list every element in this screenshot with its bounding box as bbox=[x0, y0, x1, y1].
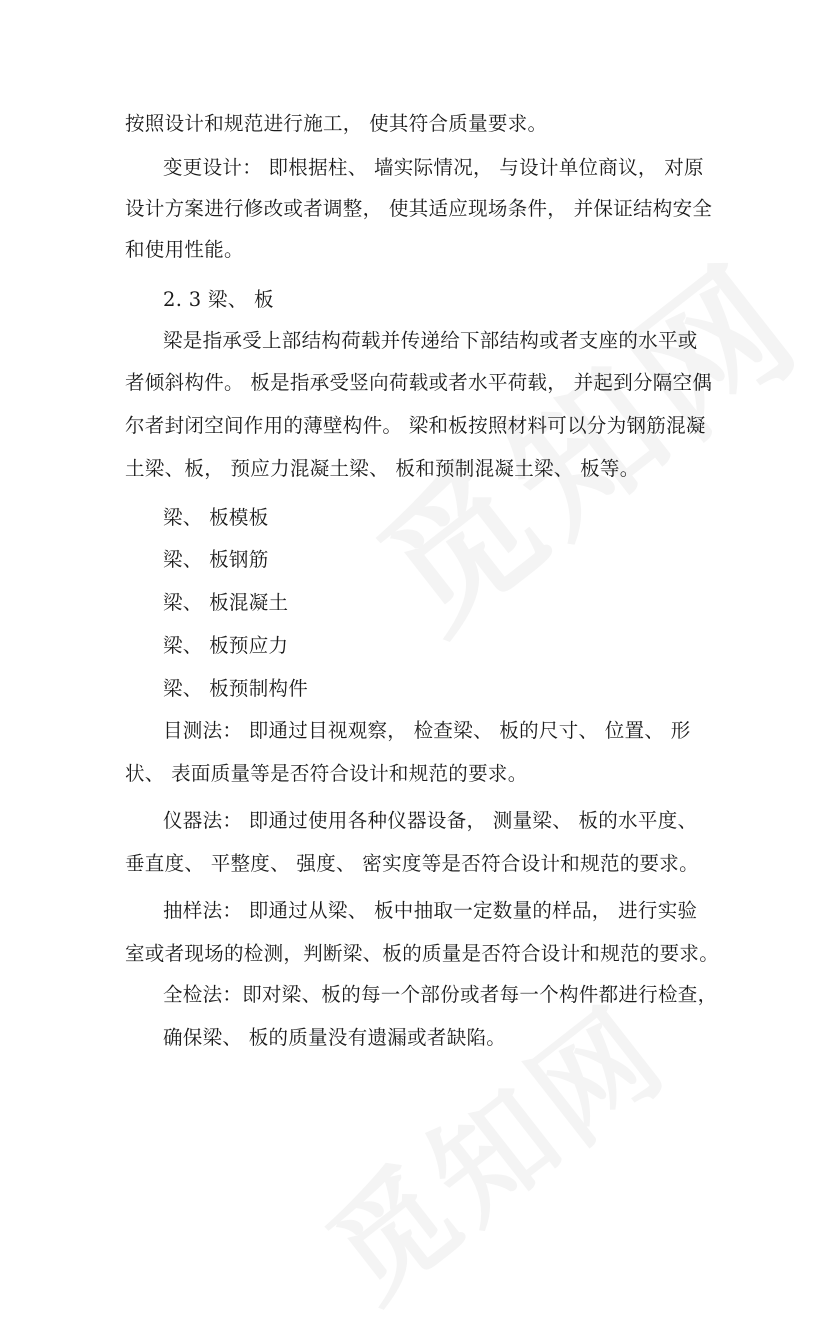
paragraph-line: 目测法： 即通过目视观察， 检查梁、 板的尺寸、 位置、 形 bbox=[163, 719, 691, 742]
paragraph-line: 抽样法： 即通过从梁、 板中抽取一定数量的样品， 进行实验 bbox=[163, 899, 698, 922]
section-heading: 2. 3 梁、 板 bbox=[163, 288, 274, 311]
paragraph-line: 设计方案进行修改或者调整， 使其适应现场条件， 并保证结构安全 bbox=[125, 197, 713, 220]
list-item: 梁、 板预应力 bbox=[163, 634, 289, 657]
paragraph-line: 垂直度、 平整度、 强度、 密实度等是否符合设计和规范的要求。 bbox=[125, 852, 699, 875]
paragraph-line: 按照设计和规范进行施工， 使其符合质量要求。 bbox=[125, 112, 548, 135]
paragraph-line: 状、 表面质量等是否符合设计和规范的要求。 bbox=[125, 762, 528, 785]
paragraph-line: 尔者封闭空间作用的薄壁构件。 梁和板按照材料可以分为钢筋混凝 bbox=[125, 414, 706, 437]
watermark-bottom bbox=[288, 960, 696, 1332]
paragraph-line: 确保梁、 板的质量没有遗漏或者缺陷。 bbox=[163, 1026, 507, 1049]
list-item: 梁、 板模板 bbox=[163, 506, 269, 529]
paragraph-line: 变更设计： 即根据柱、 墙实际情况， 与设计单位商议， 对原 bbox=[163, 156, 704, 179]
paragraph-line: 室或者现场的检测，判断梁、板的质量是否符合设计和规范的要求。 bbox=[125, 942, 720, 965]
paragraph-line: 土梁、板， 预应力混凝土梁、 板和预制混凝土梁、 板等。 bbox=[125, 457, 640, 480]
paragraph-line: 者倾斜构件。 板是指承受竖向荷载或者水平荷载， 并起到分隔空偶 bbox=[125, 371, 713, 394]
paragraph-line: 仪器法： 即通过使用各种仪器设备， 测量梁、 板的水平度、 bbox=[163, 809, 698, 832]
paragraph-line: 梁是指承受上部结构荷载并传递给下部结构或者支座的水平或 bbox=[163, 329, 698, 352]
list-item: 梁、 板混凝土 bbox=[163, 591, 289, 614]
list-item: 梁、 板钢筋 bbox=[163, 548, 269, 571]
paragraph-line: 和使用性能。 bbox=[125, 238, 244, 261]
list-item: 梁、 板预制构件 bbox=[163, 677, 309, 700]
paragraph-line: 全检法：即对梁、板的每一个部份或者每一个构件都进行检查， bbox=[163, 983, 718, 1006]
